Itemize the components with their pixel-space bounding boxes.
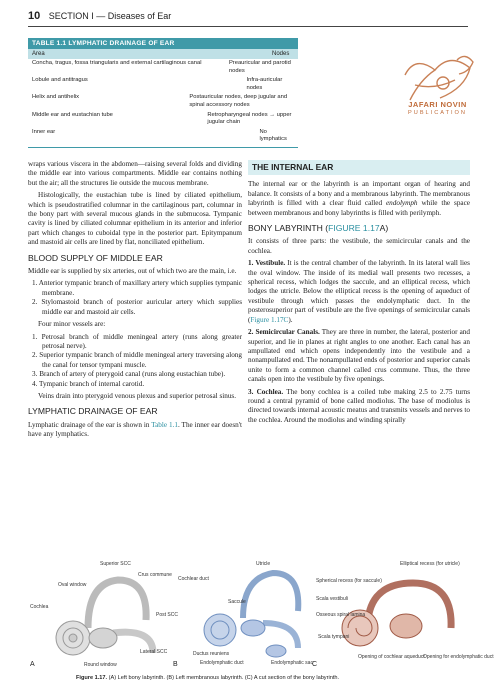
lymphatic-drainage-table — [28, 38, 298, 148]
paragraph: wraps various viscera in the abdomen—raising several folds and dividing the middle ear into various compartments. Middle ear contains nothing but the air; all the structures lie outside the mucous membrane. — [28, 160, 242, 187]
panel-label-c: C — [312, 661, 318, 668]
label-endolymphatic-opening: Opening for endolymphatic duct — [423, 654, 494, 660]
label-endolymphatic-sac: Endolymphatic sac — [271, 660, 313, 666]
membranous-labyrinth-illustration — [204, 573, 298, 657]
paragraph: 1. Vestibule. It is the central chamber of the labyrinth. In its lateral wall lies the oval window. The inside of its medial wall presents two recesses, a spherical recess, which lodges the saccule, and an elliptical recess, which lodges the utricle. Below the elliptical recess is the opening of aqueduct of vestibule through which passes the endolymphatic duct. In the posterosuperior part of vestibule are the five openings of semicircular canals (Figure 1.17C). — [248, 259, 470, 324]
table-row: Helix and antihelix Postauricular nodes, deep jugular and spinal accessory nodes — [32, 94, 288, 108]
logo-subtitle: PUBLICATION — [408, 110, 467, 116]
right-column — [248, 160, 470, 428]
label-ductus-reuniens: Ductus reuniens — [193, 651, 230, 657]
label-round-window: Round window — [84, 662, 117, 668]
minor-vessels-list — [28, 333, 242, 389]
list-item: 1. Anterior tympanic branch of maxillary artery which supplies tympanic membrane. — [32, 279, 242, 297]
panel-label-a: A — [30, 661, 35, 668]
heading-blood-supply: BLOOD SUPPLY OF MIDDLE EAR — [28, 252, 163, 263]
paragraph: Histologically, the eustachian tube is lined by ciliated epithelium, which is pseudostratified columnar in the cartilaginous part, columnar in the bony part with several mucous glands in the submucosa. Tympanic cavity is lined by ciliated columnar epithelium in its anterior and inferior part which changes to cuboidal type in the posterior part. Epitympanum and mastoid air cells are lined by flat, nonciliated epithelium. — [28, 191, 242, 247]
figure-caption: Figure 1.17. (A) Left bony labyrinth. (B) Left membranous labyrinth. (C) A cut section of the bony labyrinth. — [76, 675, 340, 681]
list-item: 2. Stylomastoid branch of posterior auricular artery which supplies middle ear and mastoid air cells. — [32, 298, 242, 316]
panel-label-b: B — [173, 661, 178, 668]
table-link[interactable]: Table 1.1 — [151, 420, 178, 429]
label-crus-commune: Crus commune — [138, 572, 172, 578]
table-rule — [28, 147, 298, 148]
table-row: Concha, tragus, fossa triangularis and external cartilaginous canal Preauricular and parotid nodes — [32, 60, 291, 74]
figure-link[interactable]: Figure 1.17C — [250, 315, 289, 324]
table-row: Lobule and antitragus Infra-auricular nodes — [32, 77, 283, 91]
label-cochlear-aqueduct: Opening of cochlear aqueduct — [358, 654, 425, 660]
col-area: Area — [32, 51, 45, 57]
paragraph: Middle ear is supplied by six arteries, out of which two are the main, i.e. — [28, 267, 237, 276]
paragraph: The internal ear or the labyrinth is an important organ of hearing and balance. It consists of a bony and a membranous labyrinth. The membranous labyrinth is filled with a clear fluid called endolymph while the space between membranous and bony labyrinths is filled with perilymph. — [248, 180, 470, 217]
list-item: 3. Branch of artery of pterygoid canal (runs along eustachian tube). — [32, 370, 226, 379]
bony-labyrinth-illustration — [56, 580, 153, 655]
label-lateral-scc: Lateral SCC — [140, 649, 168, 655]
label-superior-scc: Superior SCC — [100, 561, 131, 567]
label-osseous-spiral-lamina: Osseous spiral lamina — [316, 612, 366, 618]
heading-internal-ear: THE INTERNAL EAR — [248, 160, 470, 175]
paragraph: Veins drain into pterygoid venous plexus and superior petrosal sinus. — [38, 391, 237, 400]
list-item: 4. Tympanic branch of internal carotid. — [32, 379, 145, 388]
col-nodes: Nodes — [272, 51, 290, 57]
label-utricle: Utricle — [256, 561, 271, 567]
label-cochlear-duct: Cochlear duct — [178, 576, 209, 582]
label-saccule: Saccule — [228, 599, 246, 605]
table-row: Middle ear and eustachian tube Retropharyngeal nodes → upper jugular chain — [32, 111, 292, 126]
logo-name: JAFARI NOVIN — [408, 100, 467, 109]
label-spherical-recess: Spherical recess (for saccule) — [316, 578, 382, 584]
table-title: TABLE 1.1 LYMPHATIC DRAINAGE OF EAR — [28, 38, 298, 49]
paragraph: Lymphatic drainage of the ear is shown in Table 1.1. The inner ear doesn't have any lymphatics. — [28, 420, 243, 439]
figure-labyrinth — [28, 558, 494, 670]
paragraph: 3. Cochlea. The bony cochlea is a coiled tube making 2.5 to 2.75 turns round a central pyramid of bone called modiolus. The base of modiolus is directed towards internal acoustic meatus and transmits vessels and nerves to the cochlea. Around the modiolus and winding spirally — [248, 387, 470, 424]
label-endolymphatic-duct: Endolymphatic duct — [200, 660, 244, 666]
heading-bony-labyrinth: BONY LABYRINTH (FIGURE 1.17A) — [248, 223, 389, 234]
paragraph: 2. Semicircular Canals. They are three in number, the lateral, posterior and superior, and lie in planes at right angles to one another. Each canal has an ampullated end which opens independently into the vestibule and a nonampullated end. The nonampullated ends of posterior and superior canals unite to form a common channel called crus commune. Thus, the three canals open into the vestibule by five openings. — [248, 328, 470, 384]
paragraph: It consists of three parts: the vestibule, the semicircular canals and the cochlea. — [248, 237, 470, 255]
label-cochlea: Cochlea — [30, 604, 49, 610]
left-column — [28, 160, 242, 443]
section-title: SECTION I — Diseases of Ear — [48, 11, 172, 21]
list-item: 2. Superior tympanic branch of middle meningeal artery traversing along the canal for tensor tympani muscle. — [32, 351, 242, 369]
label-oval-window: Oval window — [58, 582, 87, 588]
label-elliptical-recess: Elliptical recess (for utricle) — [400, 561, 460, 567]
paragraph: Four minor vessels are: — [38, 320, 106, 329]
figure-link[interactable]: FIGURE 1.17 — [328, 223, 380, 234]
main-arteries-list — [28, 279, 242, 317]
label-scala-tympani: Scala tympani — [318, 634, 350, 640]
page-number: 10 — [28, 10, 41, 22]
label-scala-vestibuli: Scala vestibuli — [316, 596, 348, 602]
table-header — [28, 49, 298, 59]
label-post-scc: Post SCC — [156, 612, 178, 618]
running-header — [28, 10, 171, 22]
header-rule — [28, 26, 468, 27]
table-row: Inner ear No lymphatics — [32, 128, 287, 143]
heading-lymphatic: LYMPHATIC DRAINAGE OF EAR — [28, 406, 158, 417]
list-item: 1. Petrosal branch of middle meningeal artery (runs along greater petrosal nerve). — [32, 332, 242, 350]
